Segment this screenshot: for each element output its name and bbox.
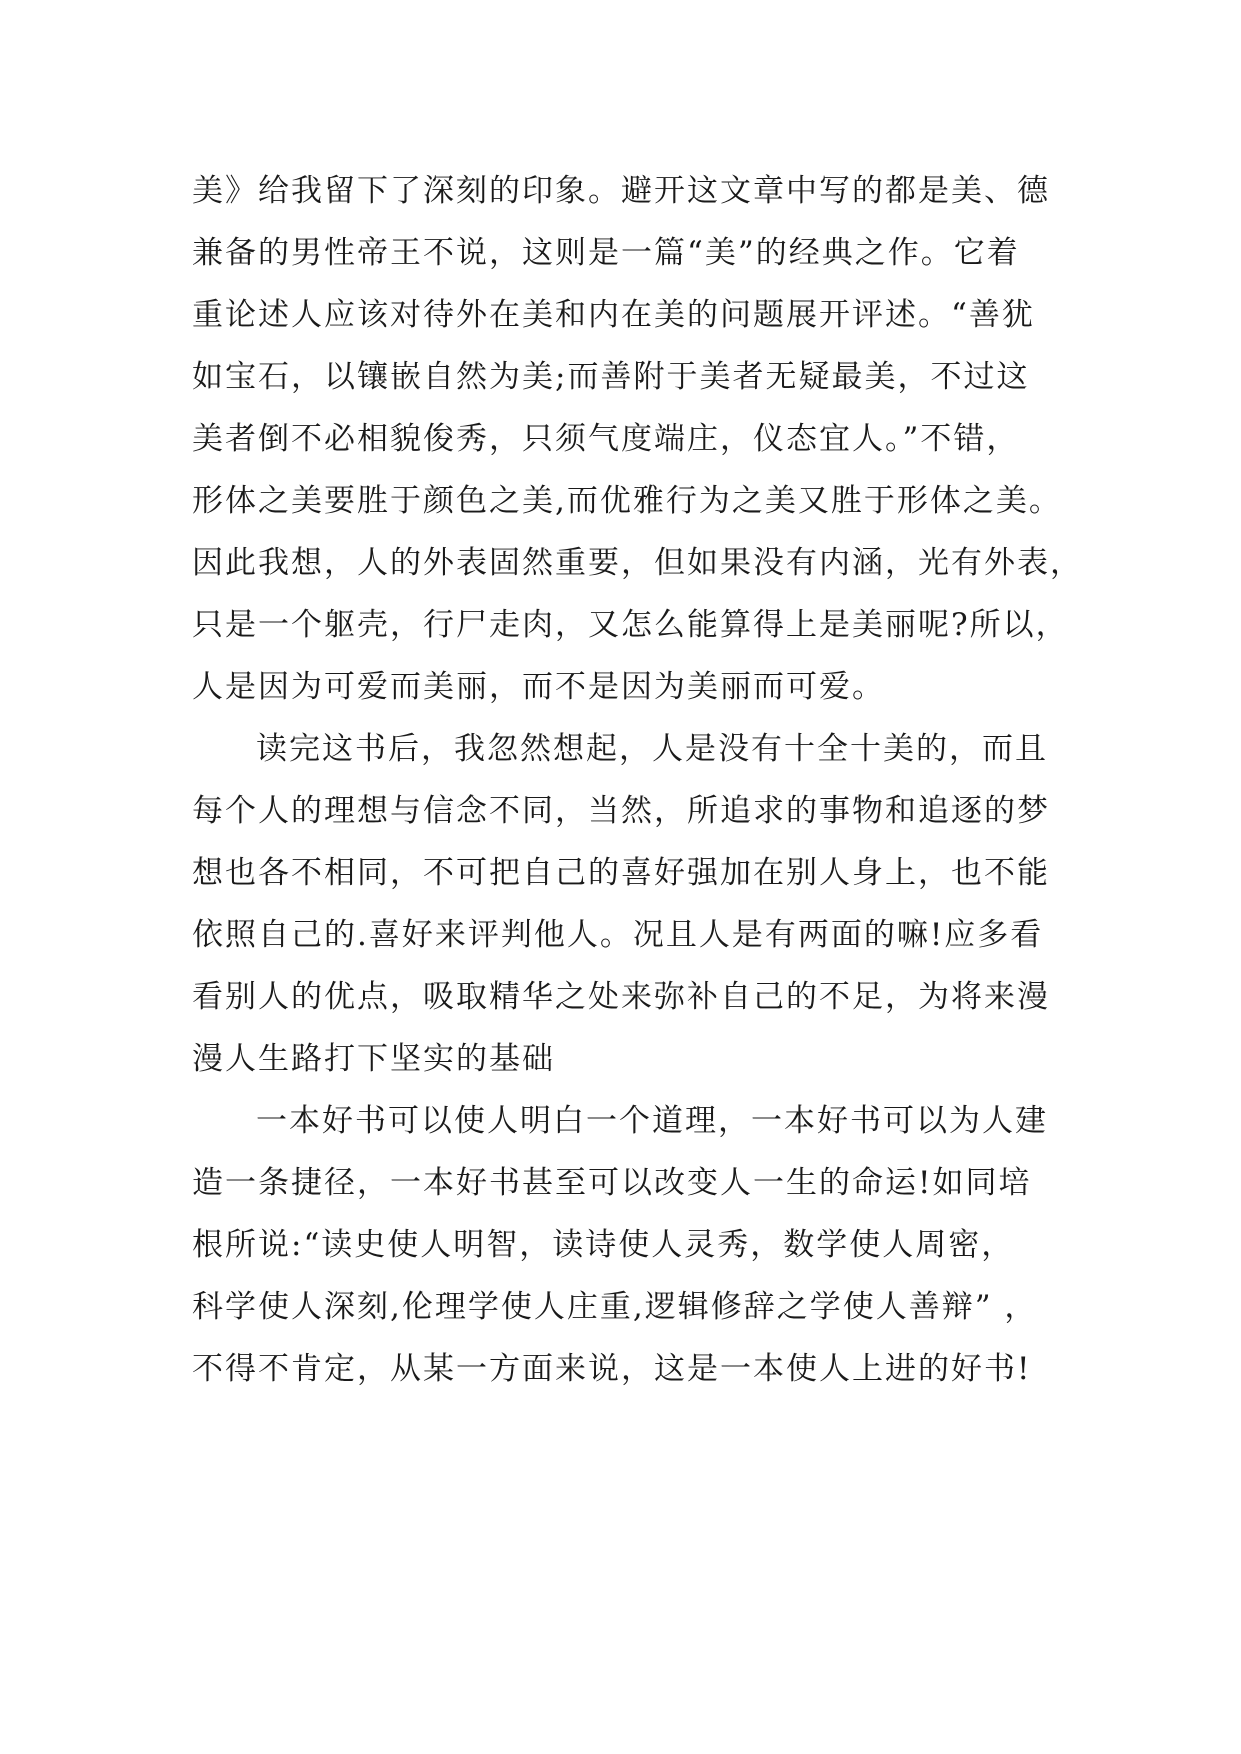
text-line: 人是因为可爱而美丽，而不是因为美丽而可爱。 [192, 669, 885, 705]
text-line: 科学使人深刻,伦理学使人庄重,逻辑修辞之学使人善辩” ， [192, 1289, 1038, 1325]
paragraph-3 [192, 1090, 1092, 1400]
paragraph-1 [192, 160, 1092, 718]
text-line: 造一条捷径，一本好书甚至可以改变人一生的命运!如同培 [192, 1165, 1032, 1201]
text-line: 不得不肯定，从某一方面来说，这是一本使人上进的好书! [192, 1351, 1032, 1387]
text-line: 根所说:“读史使人明智，读诗使人灵秀，数学使人周密， [192, 1227, 1015, 1263]
text-line: 一本好书可以使人明白一个道理，一本好书可以为人建 [256, 1103, 1048, 1139]
text-line: 如宝石，以镶嵌自然为美;而善附于美者无疑最美，不过这 [192, 359, 1030, 395]
text-line: 读完这书后，我忽然想起，人是没有十全十美的，而且 [256, 731, 1048, 767]
paragraph-2 [192, 718, 1092, 1090]
text-line: 重论述人应该对待外在美和内在美的问题展开评述。“善犹 [192, 297, 1035, 333]
text-line: 想也各不相同，不可把自己的喜好强加在别人身上，也不能 [192, 855, 1050, 891]
text-line: 看别人的优点，吸取精华之处来弥补自己的不足，为将来漫 [192, 979, 1050, 1015]
text-line: 依照自己的.喜好来评判他人。况且人是有两面的嘛!应多看 [192, 917, 1044, 953]
document-body [192, 160, 1092, 1400]
text-line: 美者倒不必相貌俊秀，只须气度端庄，仪态宜人。”不错， [192, 421, 1020, 457]
text-line: 兼备的男性帝王不说，这则是一篇“美”的经典之作。它着 [192, 235, 1020, 271]
text-line: 因此我想，人的外表固然重要，但如果没有内涵，光有外表， [192, 545, 1083, 581]
text-line: 形体之美要胜于颜色之美,而优雅行为之美又胜于形体之美。 [192, 483, 1062, 519]
text-line: 美》给我留下了深刻的印象。避开这文章中写的都是美、德 [192, 173, 1050, 209]
text-line: 漫人生路打下坚实的基础 [192, 1041, 555, 1077]
text-line: 每个人的理想与信念不同，当然，所追求的事物和追逐的梦 [192, 793, 1050, 829]
text-line: 只是一个躯壳，行尸走肉，又怎么能算得上是美丽呢?所以， [192, 607, 1069, 643]
